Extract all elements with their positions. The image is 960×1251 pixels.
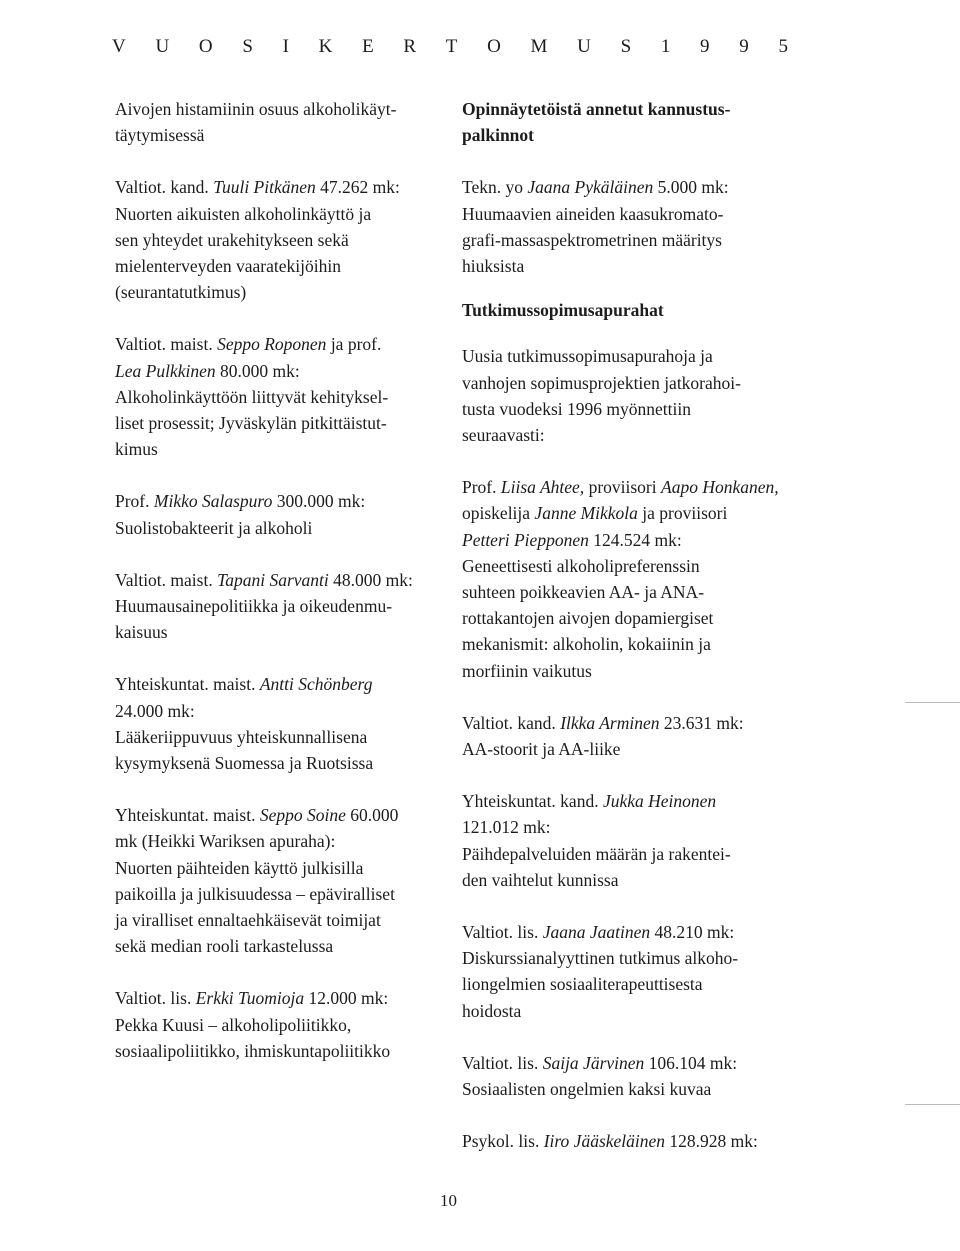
text-line: Alkoholinkäyttöön liittyvät kehityksel-: [115, 386, 389, 407]
text-line: Lääkeriippuvuus yhteiskunnallisena: [115, 726, 368, 747]
title-text: Valtiot. kand.: [462, 712, 561, 733]
grant-amount: 23.631 mk:: [659, 712, 744, 733]
grant-recipient: [462, 527, 792, 553]
header-letter: T: [445, 36, 458, 57]
text-line: hoidosta: [462, 1000, 522, 1021]
recipient-name: Iiro Jääskeläinen: [543, 1131, 666, 1152]
intro-title: [115, 96, 445, 148]
text-line: sekä median rooli tarkastelussa: [115, 936, 334, 957]
title-text: Valtiot. lis.: [462, 1052, 543, 1073]
grant-entry: [115, 567, 445, 646]
grant-recipient: [462, 710, 792, 736]
recipient-name: Seppo Roponen: [217, 334, 327, 355]
header-letter: U: [155, 36, 170, 57]
text-line: vanhojen sopimusprojektien jatkorahoi-: [462, 372, 741, 393]
text-line: rottakantojen aivojen dopamiergiset: [462, 608, 714, 629]
grant-amount: 47.262 mk:: [315, 177, 400, 198]
grant-recipient: [462, 174, 792, 200]
text-line: seuraavasti:: [462, 425, 545, 446]
scan-artifact: [905, 1104, 960, 1105]
recipient-name: Saija Järvinen: [542, 1052, 645, 1073]
recipient-name: Liisa Ahtee,: [500, 477, 585, 498]
right-column: [462, 96, 792, 1181]
text-line: mk (Heikki Wariksen apuraha):: [115, 831, 336, 852]
grant-entry: [115, 331, 445, 462]
grant-amount: 48.210 mk:: [650, 922, 735, 943]
recipient-name: Lea Pulkkinen: [115, 360, 216, 381]
text-line: tusta vuodeksi 1996 myönnettiin: [462, 398, 691, 419]
grant-amount: 24.000 mk:: [115, 700, 195, 721]
grant-amount: 121.012 mk:: [462, 817, 551, 838]
grant-recipient: [115, 985, 445, 1011]
grant-recipient: [462, 500, 792, 526]
page-number: 10: [440, 1191, 457, 1210]
text-line: Suolistobakteerit ja alkoholi: [115, 517, 313, 538]
header-letter: O: [198, 36, 213, 57]
text-line: liongelmien sosiaaliterapeuttisesta: [462, 974, 703, 995]
text-line: grafi-massaspektrometrinen määritys: [462, 229, 722, 250]
text-line: sosiaalipoliitikko, ihmiskuntapoliitikko: [115, 1040, 391, 1061]
title-text: Prof.: [462, 477, 501, 498]
grant-entry: [462, 710, 792, 762]
recipient-name: Seppo Soine: [259, 805, 346, 826]
grant-recipient: [462, 788, 792, 814]
header-letter: S: [242, 36, 253, 57]
text-line: täytymisessä: [115, 125, 205, 146]
section-intro: [462, 343, 792, 448]
header-letter: 9: [700, 36, 710, 57]
title-text: opiskelija: [462, 503, 535, 524]
recipient-name: Jaana Jaatinen: [542, 922, 651, 943]
grant-entry: [115, 174, 445, 305]
text-line: kimus: [115, 439, 158, 460]
scan-artifact: [905, 702, 960, 703]
title-text: Valtiot. lis.: [462, 922, 543, 943]
grant-recipient: [462, 474, 792, 500]
text-line: Aivojen histamiinin osuus alkoholikäyt-: [115, 99, 397, 119]
text-line: palkinnot: [462, 125, 534, 146]
grant-amount: 106.104 mk:: [644, 1052, 738, 1073]
recipient-name: Tuuli Pitkänen: [213, 177, 316, 198]
title-text: Yhteiskuntat. kand.: [462, 791, 603, 812]
title-text: Psykol. lis.: [462, 1131, 544, 1152]
text-line: kaisuus: [115, 622, 168, 643]
title-text: proviisori: [584, 477, 661, 498]
text-line: hiuksista: [462, 256, 525, 277]
title-text: ja proviisori: [637, 503, 728, 524]
text-line: Nuorten aikuisten alkoholinkäyttö ja: [115, 203, 372, 224]
text-line: paikoilla ja julkisuudessa – epäviralliset: [115, 883, 395, 904]
title-text: Tekn. yo: [462, 177, 528, 198]
grant-entry: [115, 671, 445, 776]
header-letter: S: [620, 36, 632, 57]
grant-amount: 60.000: [345, 805, 399, 826]
grant-recipient: [115, 488, 445, 514]
text-line: Nuorten päihteiden käyttö julkisilla: [115, 857, 364, 878]
grant-entry: [115, 488, 445, 540]
grant-recipient: [115, 802, 445, 828]
grant-recipient: [115, 671, 445, 697]
header-letter: U: [577, 36, 591, 57]
text-line: Päihdepalveluiden määrän ja rakentei-: [462, 843, 731, 864]
grant-amount: 5.000 mk:: [653, 177, 729, 198]
text-line: mielenterveyden vaaratekijöihin: [115, 256, 341, 277]
grant-recipient: [115, 567, 445, 593]
text-line: Uusia tutkimussopimusapurahoja ja: [462, 346, 713, 367]
text-line: liset prosessit; Jyväskylän pitkittäistut-: [115, 413, 387, 434]
title-text: Yhteiskuntat. maist.: [115, 805, 260, 826]
text-line: Huumausainepolitiikka ja oikeudenmu-: [115, 596, 393, 617]
grant-entry: [462, 1050, 792, 1102]
recipient-name: Erkki Tuomioja: [195, 988, 305, 1009]
grant-recipient: [462, 1128, 792, 1154]
title-text: Valtiot. lis.: [115, 988, 196, 1009]
grant-amount: 80.000 mk:: [215, 360, 300, 381]
text-line: morfiinin vaikutus: [462, 660, 592, 681]
grant-recipient: [115, 331, 445, 357]
grant-amount: 128.928 mk:: [665, 1131, 758, 1152]
grant-entry: [462, 1128, 792, 1154]
recipient-name: Mikko Salaspuro: [153, 491, 273, 512]
header-letter: 1: [660, 36, 671, 57]
title-text: Yhteiskuntat. maist.: [115, 674, 260, 695]
text-line: Diskurssianalyyttinen tutkimus alkoho-: [462, 948, 739, 969]
recipient-name: Jaana Pykäläinen: [527, 177, 654, 198]
recipient-name: Janne Mikkola: [534, 503, 638, 524]
recipient-name: Antti Schönberg: [259, 674, 373, 695]
grant-entry: [462, 174, 792, 279]
header-letter: V: [112, 36, 126, 57]
grant-entry: [462, 474, 792, 684]
section-heading: [462, 96, 792, 148]
text-line: sen yhteydet urakehitykseen sekä: [115, 229, 349, 250]
left-column: [115, 96, 445, 1090]
header-letter: M: [530, 36, 548, 57]
grant-amount: 48.000 mk:: [328, 569, 413, 590]
grant-entry: [115, 802, 445, 959]
text-line: Huumaavien aineiden kaasukromato-: [462, 203, 724, 224]
text-line: AA-stoorit ja AA-liike: [462, 739, 621, 760]
text-line: Tutkimussopimusapurahat: [462, 300, 664, 321]
recipient-name: Petteri Piepponen: [462, 529, 589, 550]
header-letter: E: [362, 36, 374, 57]
text-line: kysymyksenä Suomessa ja Ruotsissa: [115, 753, 374, 774]
header-letter: I: [282, 36, 289, 57]
text-line: mekanismit: alkoholin, kokaiinin ja: [462, 634, 711, 655]
text-line: Sosiaalisten ongelmien kaksi kuvaa: [462, 1079, 712, 1100]
header-letter: O: [487, 36, 501, 57]
header-letter: 9: [739, 36, 749, 57]
text-line: (seurantatutkimus): [115, 282, 247, 303]
grant-recipient: [115, 174, 445, 200]
text-line: den vaihtelut kunnissa: [462, 869, 619, 890]
section-heading: [462, 297, 792, 323]
title-text: ja prof.: [326, 334, 382, 355]
title-text: Valtiot. kand.: [115, 177, 214, 198]
grant-amount: 12.000 mk:: [304, 988, 389, 1009]
title-text: Prof.: [115, 491, 154, 512]
title-text: Valtiot. maist.: [115, 569, 218, 590]
grant-recipient: [115, 358, 445, 384]
header-letter: 5: [778, 36, 788, 57]
header-letter: R: [403, 36, 417, 57]
title-text: Valtiot. maist.: [115, 334, 218, 355]
recipient-name: Jukka Heinonen: [602, 791, 717, 812]
recipient-name: Aapo Honkanen,: [661, 477, 779, 498]
running-header: [112, 36, 788, 58]
text-line: Opinnäytetöistä annetut kannustus-: [462, 99, 731, 119]
grant-recipient: [462, 1050, 792, 1076]
text-line: ja viralliset ennaltaehkäisevät toimijat: [115, 910, 381, 931]
text-line: suhteen poikkeavien AA- ja ANA-: [462, 582, 705, 603]
grant-entry: [462, 788, 792, 893]
recipient-name: Ilkka Arminen: [560, 712, 660, 733]
text-line: Geneettisesti alkoholipreferenssin: [462, 555, 700, 576]
header-letter: K: [318, 36, 333, 57]
text-line: Pekka Kuusi – alkoholipoliitikko,: [115, 1014, 352, 1035]
grant-recipient: [462, 919, 792, 945]
grant-entry: [462, 919, 792, 1024]
grant-amount: 124.524 mk:: [588, 529, 682, 550]
grant-amount: 300.000 mk:: [272, 491, 366, 512]
grant-entry: [115, 985, 445, 1064]
recipient-name: Tapani Sarvanti: [217, 569, 329, 590]
